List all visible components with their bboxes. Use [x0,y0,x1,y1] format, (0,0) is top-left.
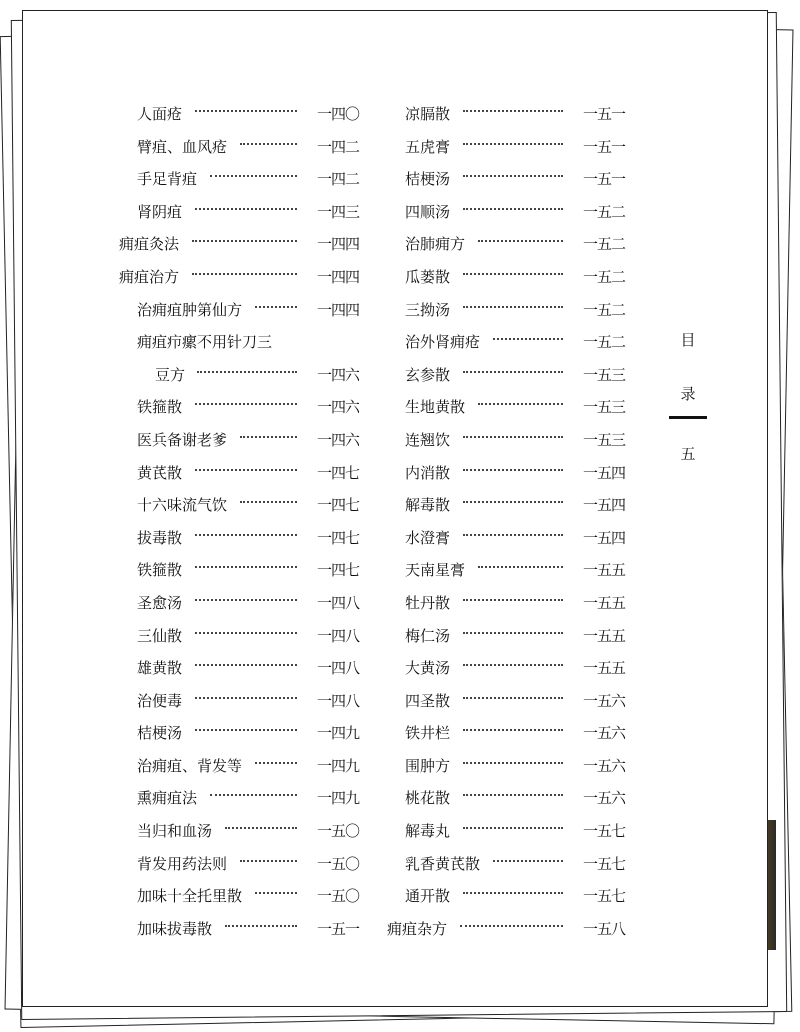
toc-entry-page: 一四八 [316,626,359,645]
leader-dots [478,566,563,568]
leader-dots [197,371,297,373]
leader-dots [195,664,297,666]
leader-dots [460,925,563,927]
toc-entry [387,588,625,621]
toc-entry-page: 一五三 [582,398,625,417]
leader-dots [478,240,563,242]
leader-dots [493,860,563,862]
leader-dots [195,534,297,536]
toc-entry [119,132,359,165]
toc-entry-page: 一五一 [316,919,359,938]
toc-entry [119,653,359,686]
toc-entry [387,523,625,556]
toc-entry-page: 一四四 [316,267,359,286]
running-head-mu: 目 [680,331,696,349]
toc-entry-page: 一五四 [582,528,625,547]
toc-entry [119,881,359,914]
toc-entry-title: 铁井栏 [405,724,451,743]
toc-entry [119,229,359,262]
toc-entry-title: 臂疽、血风疮 [137,137,228,156]
leader-dots [240,436,297,438]
toc-entry-title: 桔梗汤 [137,724,183,743]
toc-entry-page: 一五〇 [316,854,359,873]
leader-dots [192,273,297,275]
leader-dots [195,566,297,568]
leader-dots [192,240,297,242]
toc-entry-title: 梅仁汤 [405,626,451,645]
toc-entry [119,555,359,588]
toc-entry-title: 桔梗汤 [405,170,451,189]
toc-entry-page: 一五一 [582,170,625,189]
toc-entry [387,425,625,458]
toc-entry-page: 一四八 [316,593,359,612]
toc-entry-page: 一五一 [582,105,625,123]
toc-entry-title: 内消散 [405,463,451,482]
toc-entry [119,783,359,816]
toc-entry-page: 一五五 [582,593,625,612]
toc-entry-title: 连翘饮 [405,430,451,449]
toc-entry-page: 一四六 [316,430,359,449]
leader-dots [240,860,297,862]
toc-entry [119,164,359,197]
toc-column-right [387,99,625,946]
toc-entry [387,458,625,491]
toc-entry-title: 四顺汤 [405,202,451,221]
toc-entry-title: 痈疽杂方 [387,919,448,938]
toc-entry [387,99,625,132]
toc-entry-title: 围肿方 [405,756,451,775]
toc-entry-title: 痈疽治方 [119,267,180,286]
toc-entry [387,914,625,947]
toc-entry-page: 一五七 [582,854,625,873]
toc-entry [119,718,359,751]
toc-entry-page: 一四九 [316,756,359,775]
leader-dots [463,534,563,536]
leader-dots [463,827,563,829]
leader-dots [195,469,297,471]
leader-dots [463,306,563,308]
toc-entry-title: 人面疮 [137,105,183,123]
toc-entry-page: 一四九 [316,724,359,743]
leader-dots [463,469,563,471]
leader-dots [463,892,563,894]
leader-dots [240,501,297,503]
toc-entry-page: 一五二 [582,333,625,352]
leader-dots [225,925,297,927]
toc-entry [119,197,359,230]
toc-entry-page: 一五六 [582,756,625,775]
toc-entry-page: 一五七 [582,822,625,841]
toc-entry-page: 一五四 [582,496,625,515]
leader-dots [195,208,297,210]
toc-entry-title: 当归和血汤 [137,822,213,841]
toc-entry-page: 一五八 [582,919,625,938]
leader-dots [195,729,297,731]
toc-entry [119,360,359,393]
leader-dots [493,338,563,340]
toc-entry [119,914,359,947]
toc-entry [119,816,359,849]
toc-entry-title: 五虎膏 [405,137,451,156]
leader-dots [463,208,563,210]
toc-entry [119,523,359,556]
toc-entry-title: 铁箍散 [137,561,183,580]
toc-entry-title: 豆方 [155,365,186,384]
toc-entry [387,132,625,165]
toc-entry-title: 十六味流气饮 [137,496,228,515]
leader-dots [463,143,563,145]
toc-entry [387,555,625,588]
toc-entry [119,262,359,295]
toc-entry-page: 一五五 [582,561,625,580]
toc-entry-page: 一四七 [316,463,359,482]
toc-entry-title: 解毒散 [405,496,451,515]
toc-entry [119,425,359,458]
toc-entry-page: 一四〇 [316,105,359,123]
toc-entry [387,164,625,197]
toc-entry [387,653,625,686]
toc-entry-page: 一四八 [316,691,359,710]
toc-entry-page: 一五〇 [316,822,359,841]
toc-entry [119,588,359,621]
toc-entry [387,490,625,523]
running-head-divider [669,416,707,419]
toc-entry [119,295,359,328]
toc-column-left [119,99,359,946]
leader-dots [255,892,297,894]
leader-dots [463,599,563,601]
toc-entry-page: 一四六 [316,365,359,384]
toc-entry-page: 一四四 [316,235,359,254]
toc-entry-page: 一四七 [316,528,359,547]
page-number: 五 [680,445,696,463]
toc-entry-title: 凉膈散 [405,105,451,123]
leader-dots [463,501,563,503]
toc-entry-page: 一四六 [316,398,359,417]
toc-entry-page: 一五七 [582,887,625,906]
leader-dots [463,664,563,666]
toc-entry [387,686,625,719]
toc-entry-page: 一四三 [316,202,359,221]
toc-entry-page: 一四七 [316,496,359,515]
leader-dots [463,729,563,731]
toc-entry [119,751,359,784]
toc-entry [387,621,625,654]
toc-entry-page: 一五六 [582,691,625,710]
leader-dots [463,175,563,177]
toc-entry [387,816,625,849]
leader-dots [195,697,297,699]
toc-entry-title: 解毒丸 [405,822,451,841]
leader-dots [210,794,297,796]
toc-entry-page: 一五二 [582,235,625,254]
toc-entry-title: 加味十全托里散 [137,887,243,906]
toc-entry-page: 一四八 [316,659,359,678]
toc-entry-page: 一四二 [316,170,359,189]
toc-entry [387,197,625,230]
toc-entry-page: 一五二 [582,300,625,319]
toc-entry-page: 一四二 [316,137,359,156]
toc-entry-page: 一五三 [582,365,625,384]
leader-dots [463,762,563,764]
toc-entry [119,490,359,523]
leader-dots [195,632,297,634]
toc-entry-page: 一五二 [582,202,625,221]
toc-entry [387,751,625,784]
toc-entry [387,849,625,882]
toc-entry-title: 天南星膏 [405,561,466,580]
leader-dots [195,599,297,601]
toc-entry [119,327,359,360]
toc-entry [119,686,359,719]
toc-entry-title: 治肺痈方 [405,235,466,254]
toc-entry-title: 瓜蒌散 [405,267,451,286]
leader-dots [463,697,563,699]
toc-entry-title: 治痈疽、背发等 [137,756,243,775]
toc-entry-title: 通开散 [405,887,451,906]
toc-entry [387,262,625,295]
leader-dots [463,371,563,373]
leader-dots [195,403,297,405]
toc-entry-page: 一五五 [582,626,625,645]
leader-dots [255,762,297,764]
toc-entry-title: 三仙散 [137,626,183,645]
leader-dots [225,827,297,829]
toc-entry [119,621,359,654]
leader-dots [210,175,297,177]
toc-entry [387,392,625,425]
toc-entry [387,360,625,393]
leader-dots [463,110,563,112]
toc-entry-title: 肾阴疽 [137,202,183,221]
toc-entry [387,881,625,914]
toc-entry-page: 一五三 [582,430,625,449]
toc-entry-title: 雄黄散 [137,659,183,678]
toc-entry-title: 四圣散 [405,691,451,710]
running-head-lu: 录 [680,385,696,403]
toc-entry-page: 一四七 [316,561,359,580]
toc-entry [119,392,359,425]
toc-entry-title: 治外肾痈疮 [405,333,481,352]
toc-entry-page: 一五〇 [316,887,359,906]
toc-entry-title: 生地黄散 [405,398,466,417]
toc-entry-title: 玄参散 [405,365,451,384]
toc-entry [387,718,625,751]
toc-entry-title: 熏痈疽法 [137,789,198,808]
toc-entry-title: 加味拔毒散 [137,919,213,938]
toc-entry-title: 大黄汤 [405,659,451,678]
toc-entry-title: 治痈疽肿第仙方 [137,300,243,319]
toc-entry-title: 乳香黄芪散 [405,854,481,873]
toc-entry [387,783,625,816]
toc-entry-title: 痈疽灸法 [119,235,180,254]
leader-dots [195,110,297,112]
toc-entry-title: 黄芪散 [137,463,183,482]
leader-dots [478,403,563,405]
toc-entry-title: 水澄膏 [405,528,451,547]
leader-dots [255,306,297,308]
toc-entry-title: 铁箍散 [137,398,183,417]
toc-entry-page: 一五六 [582,789,625,808]
toc-entry-title: 桃花散 [405,789,451,808]
toc-entry-page: 一五四 [582,463,625,482]
toc-entry-page: 一五五 [582,659,625,678]
leader-dots [463,273,563,275]
leader-dots [463,632,563,634]
toc-entry [387,295,625,328]
toc-entry-page: 一五六 [582,724,625,743]
toc-entry-page: 一四九 [316,789,359,808]
document-page [22,10,768,1007]
leader-dots [463,436,563,438]
toc-entry-title: 医兵备谢老爹 [137,430,228,449]
leader-dots [463,794,563,796]
toc-entry-title: 治便毒 [137,691,183,710]
leader-dots [240,143,297,145]
toc-entry-title: 圣愈汤 [137,593,183,612]
toc-entry [119,99,359,132]
toc-entry-page: 一五二 [582,267,625,286]
toc-entry-page: 一五一 [582,137,625,156]
toc-entry [387,229,625,262]
toc-entry-title: 手足背疽 [137,170,198,189]
toc-entry-title: 牡丹散 [405,593,451,612]
toc-entry-title: 拔毒散 [137,528,183,547]
toc-entry [119,458,359,491]
toc-entry-page: 一四四 [316,300,359,319]
toc-entry-title: 背发用药法则 [137,854,228,873]
toc-entry-title: 三拗汤 [405,300,451,319]
toc-entry-title: 痈疽疖瘰不用针刀三 [137,333,273,352]
toc-entry [387,327,625,360]
toc-entry [119,849,359,882]
